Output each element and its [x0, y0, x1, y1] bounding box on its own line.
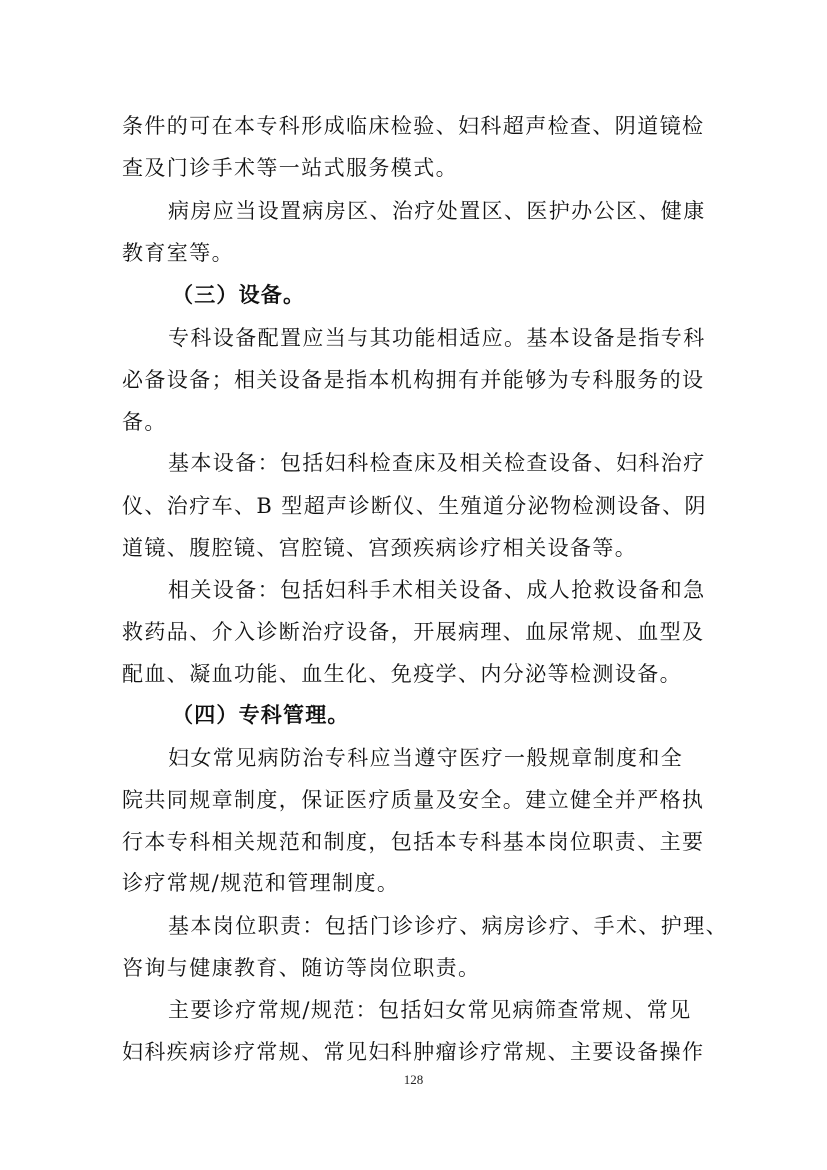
text-line: 主要诊疗常规/规范：包括妇女常见病筛查常规、常见 — [168, 998, 692, 1022]
text-line: 相关设备：包括妇科手术相关设备、成人抢救设备和急 — [168, 578, 706, 602]
section-heading-management: （四）专科管理。 — [172, 702, 350, 727]
text-line: 病房应当设置病房区、治疗处置区、医护办公区、健康 — [168, 199, 706, 223]
text-line: 妇女常见病防治专科应当遵守医疗一般规章制度和全 — [168, 746, 684, 770]
text-line: 道镜、腹腔镜、宫腔镜、宫颈疾病诊疗相关设备等。 — [122, 536, 638, 560]
page-number: 128 — [403, 1072, 424, 1087]
text-line: 救药品、介入诊断治疗设备，开展病理、血尿常规、血型及 — [122, 620, 705, 644]
section-heading-equipment: （三）设备。 — [172, 282, 306, 307]
text-line: 诊疗常规/规范和管理制度。 — [122, 871, 400, 895]
text-line: 行本专科相关规范和制度，包括本专科基本岗位职责、主要 — [122, 830, 705, 854]
text-line: 备。 — [122, 410, 167, 434]
text-line: 基本设备：包括妇科检查床及相关检查设备、妇科治疗 — [168, 451, 706, 475]
text-line: 条件的可在本专科形成临床检验、妇科超声检查、阴道镜检 — [122, 114, 705, 138]
text-line: 基本岗位职责：包括门诊诊疗、病房诊疗、手术、护理、 — [168, 914, 728, 938]
text-line: 妇科疾病诊疗常规、常见妇科肿瘤诊疗常规、主要设备操作 — [122, 1040, 705, 1064]
text-line: 咨询与健康教育、随访等岗位职责。 — [122, 956, 481, 980]
text-line: 教育室等。 — [122, 241, 234, 265]
text-line: 专科设备配置应当与其功能相适应。基本设备是指专科 — [168, 326, 706, 350]
text-line: 院共同规章制度，保证医疗质量及安全。建立健全并严格执 — [122, 788, 705, 812]
text-line: 配血、凝血功能、血生化、免疫学、内分泌等检测设备。 — [122, 662, 682, 686]
text-line: 仪、治疗车、B 型超声诊断仪、生殖道分泌物检测设备、阴 — [122, 494, 707, 518]
text-line: 查及门诊手术等一站式服务模式。 — [122, 156, 458, 180]
text-line: 必备设备；相关设备是指本机构拥有并能够为专科服务的设 — [122, 368, 705, 392]
